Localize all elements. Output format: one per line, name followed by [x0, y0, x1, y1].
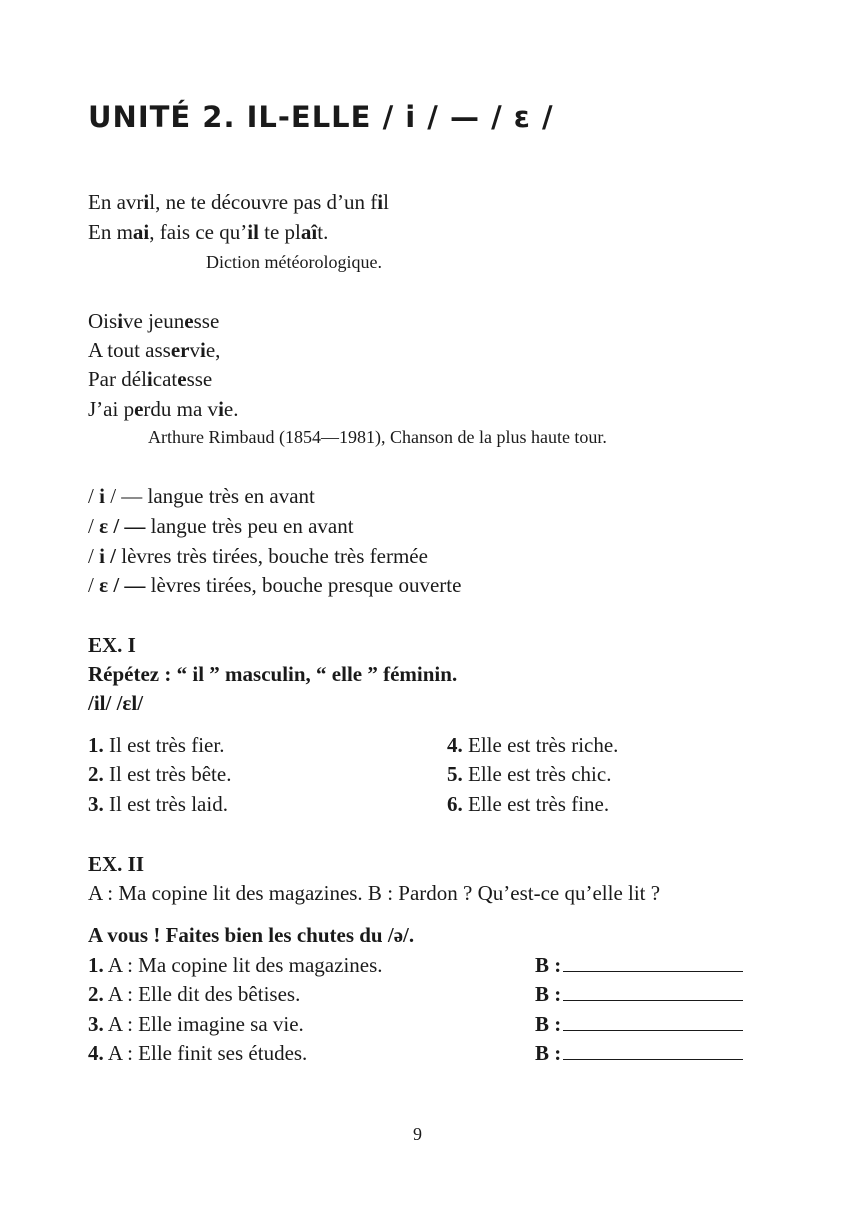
ex2-item: 2. A : Elle dit des bêtises.	[88, 982, 301, 1006]
ex1-heading: EX. I	[88, 633, 136, 657]
ex1-item: 2. Il est très bête.	[88, 762, 232, 786]
phonetic-line-4: / ε / — lèvres tirées, bouche presque ouverte	[88, 573, 462, 597]
answer-blank[interactable]: B :	[535, 1041, 743, 1066]
ex2-item: 1. A : Ma copine lit des magazines.	[88, 953, 383, 977]
ex1-ipa: /il/ /εl/	[88, 691, 144, 715]
ex2-instruction: A vous ! Faites bien les chutes du /ə/.	[88, 923, 415, 947]
ex1-item: 3. Il est très laid.	[88, 792, 228, 816]
ex1-item: 5. Elle est très chic.	[447, 762, 612, 786]
unit-title: UNITÉ 2. IL-ELLE / i / — / ε /	[88, 100, 554, 134]
ex1-item: 4. Elle est très riche.	[447, 733, 619, 757]
poem-line-2: A tout asservie,	[88, 338, 221, 362]
answer-blank[interactable]: B :	[535, 953, 743, 978]
phonetic-line-2: / ε / — langue très peu en avant	[88, 514, 354, 538]
poem-line-3: Par délicatesse	[88, 367, 213, 391]
ex2-item: 4. A : Elle finit ses études.	[88, 1041, 308, 1065]
ex2-example: A : Ma copine lit des magazines. B : Pardon ? Qu’est-ce qu’elle lit ?	[88, 881, 661, 905]
quote-line-1: En avril, ne te découvre pas d’un fil	[88, 190, 389, 214]
answer-blank[interactable]: B :	[535, 1012, 743, 1037]
poem-attribution: Arthure Rimbaud (1854—1981), Chanson de la plus haute tour.	[148, 427, 607, 447]
poem-line-1: Oisive jeunesse	[88, 309, 220, 333]
answer-blank[interactable]: B :	[535, 982, 743, 1007]
phonetic-line-3: / i / lèvres très tirées, bouche très fermée	[88, 544, 428, 568]
ex1-item: 1. Il est très fier.	[88, 733, 225, 757]
quote-attribution: Diction météorologique.	[206, 252, 382, 272]
ex2-item: 3. A : Elle imagine sa vie.	[88, 1012, 304, 1036]
ex2-heading: EX. II	[88, 852, 145, 876]
poem-line-4: J’ai perdu ma vie.	[88, 397, 239, 421]
quote-line-2: En mai, fais ce qu’il te plaît.	[88, 220, 329, 244]
page-number: 9	[413, 1124, 422, 1144]
ex1-item: 6. Elle est très fine.	[447, 792, 610, 816]
ex1-instruction: Répétez : “ il ” masculin, “ elle ” féminin.	[88, 662, 458, 686]
phonetic-line-1: / i / — langue très en avant	[88, 484, 315, 508]
